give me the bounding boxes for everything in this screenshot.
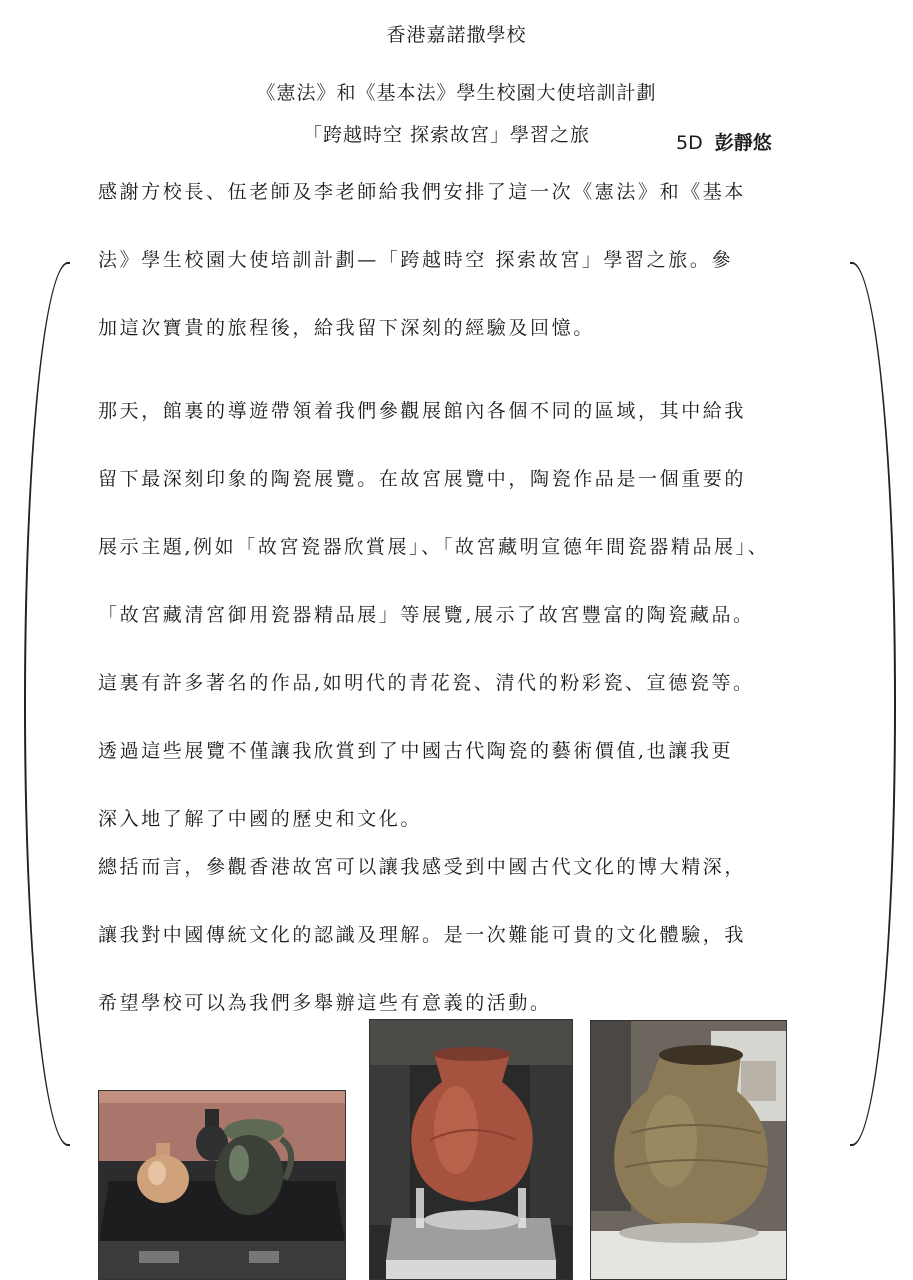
author-name: 彭靜悠 [714, 132, 772, 154]
left-bracket-decoration [24, 262, 70, 1146]
text-line: 總括而言，參觀香港故宮可以讓我感受到中國古代文化的博大精深， [98, 856, 747, 878]
paragraph-thanks [98, 158, 810, 362]
text-line: 「故宮藏清宮御用瓷器精品展」等展覽,展示了故宮豐富的陶瓷藏品。 [98, 604, 755, 626]
trip-title: 「跨越時空 探索故宮」學習之旅 [302, 124, 591, 146]
right-bracket-decoration [850, 262, 896, 1146]
paragraph-exhibition [98, 377, 810, 853]
text-line: 法》學生校園大使培訓計劃—「跨越時空 探索故宮」學習之旅。參 [98, 249, 734, 271]
text-line: 這裏有許多著名的作品,如明代的青花瓷、清代的粉彩瓷、宣德瓷等。 [98, 672, 755, 694]
text-line: 感謝方校長、伍老師及李老師給我們安排了這一次《憲法》和《基本 [98, 181, 747, 203]
author-class: 5D [676, 132, 703, 154]
text-line: 透過這些展覽不僅讓我欣賞到了中國古代陶瓷的藝術價值,也讓我更 [98, 740, 734, 762]
photo-brown-jar [590, 1020, 787, 1280]
text-line: 希望學校可以為我們多舉辦這些有意義的活動。 [98, 992, 552, 1014]
paragraph-conclusion [98, 833, 810, 1037]
author-line [676, 128, 772, 155]
photo-ceramic-vessels [98, 1090, 346, 1280]
red-ceramic-jar-icon [370, 1020, 572, 1279]
text-line: 那天，館裏的導遊帶領着我們參觀展館內各個不同的區域，其中給我 [98, 400, 747, 422]
text-line: 展示主題,例如「故宮瓷器欣賞展」、「故宮藏明宣德年間瓷器精品展」、 [98, 536, 770, 558]
text-line: 讓我對中國傳統文化的認識及理解。是一次難能可貴的文化體驗，我 [98, 924, 747, 946]
programme-title: 《憲法》和《基本法》學生校園大使培訓計劃 [256, 82, 657, 104]
text-line: 深入地了解了中國的歷史和文化。 [98, 808, 423, 830]
school-name: 香港嘉諾撒學校 [386, 24, 527, 46]
text-line: 加這次寶貴的旅程後，給我留下深刻的經驗及回憶。 [98, 317, 595, 339]
photo-red-jar [369, 1019, 573, 1280]
text-line: 留下最深刻印象的陶瓷展覽。在故宮展覽中，陶瓷作品是一個重要的 [98, 468, 747, 490]
brown-glazed-jar-icon [591, 1021, 786, 1279]
three-ceramic-vessels-icon [99, 1091, 345, 1279]
